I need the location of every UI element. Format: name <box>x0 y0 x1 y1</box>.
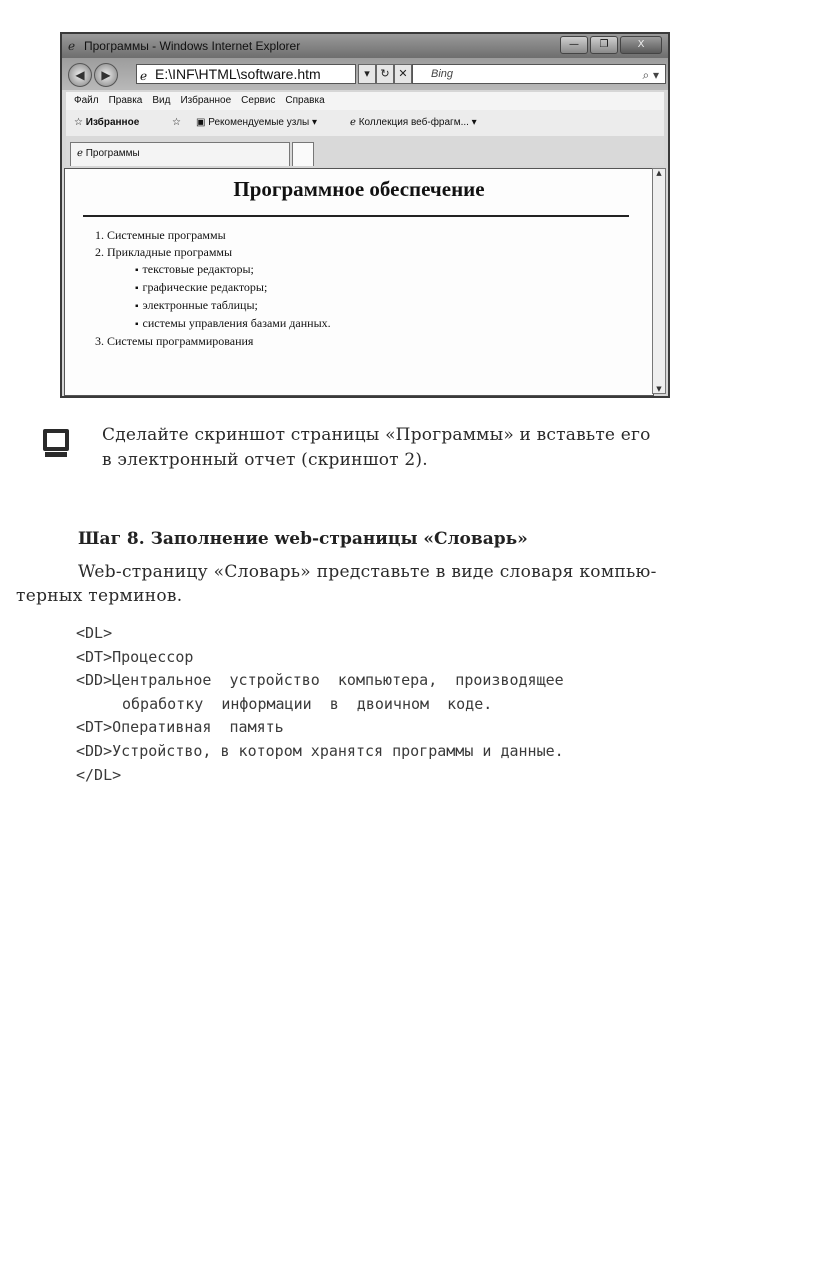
task-line: Сделайте скриншот страницы «Программы» и вставьте его <box>102 425 651 445</box>
favorites-button[interactable] <box>74 115 139 131</box>
page-heading: Программное обеспечение <box>233 177 485 201</box>
tab-ie-icon: ℯ <box>77 148 83 159</box>
forward-icon[interactable]: ▶ <box>94 63 118 87</box>
intro-paragraph-line: Web-страницу «Словарь» представьте в виде словаря компью- <box>78 562 657 582</box>
vertical-scrollbar[interactable] <box>652 168 666 394</box>
task-instruction <box>102 423 692 473</box>
maximize-button[interactable]: ❐ <box>590 36 618 54</box>
computer-icon <box>42 428 70 458</box>
code-line: </DL> <box>76 765 122 784</box>
code-line: <DL> <box>76 624 113 642</box>
step-heading: Шаг 8. Заполнение web-страницы «Словарь» <box>78 529 528 549</box>
sublist-item: ▪ электронные таблицы; <box>135 297 331 315</box>
favorites-label: Избранное <box>85 117 140 128</box>
search-icon[interactable]: ⌕ ▾ <box>642 68 659 82</box>
search-placeholder: Bing <box>431 68 454 80</box>
menu-edit[interactable]: Правка <box>108 95 143 106</box>
list-item <box>95 244 331 333</box>
ie-logo-icon: ℯ <box>68 39 76 53</box>
minimize-button[interactable]: — <box>560 36 588 54</box>
intro-paragraph-line: терных терминов. <box>16 586 183 606</box>
list-item <box>95 227 331 244</box>
sublist-item: ▪ системы управления базами данных. <box>135 315 331 333</box>
applied-programs-sublist <box>95 261 331 333</box>
add-favorite-icon[interactable]: ☆ <box>172 117 181 128</box>
menu-view[interactable]: Вид <box>152 95 171 106</box>
sublist-item: ▪ текстовые редакторы; <box>135 261 331 279</box>
page-icon: ℯ <box>140 69 148 83</box>
list-text: Системные программы <box>107 228 226 242</box>
menu-favorites[interactable]: Избранное <box>180 95 232 106</box>
scroll-up-icon[interactable]: ▲ <box>656 169 662 177</box>
programs-list <box>95 227 331 350</box>
menu-file[interactable]: Файл <box>74 95 99 106</box>
list-text: Прикладные программы <box>107 245 233 259</box>
search-input[interactable] <box>412 64 666 84</box>
tab-title: Программы <box>85 148 140 159</box>
suggested-sites-label: Рекомендуемые узлы ▾ <box>208 117 318 128</box>
code-line: <DT>Процессор <box>76 647 194 666</box>
list-item <box>95 333 331 350</box>
tab-programs[interactable] <box>70 142 290 166</box>
web-slices-label: Коллекция веб-фрагм... ▾ <box>358 117 477 128</box>
menu-help[interactable]: Справка <box>285 95 325 106</box>
address-input[interactable] <box>136 64 356 84</box>
code-listing <box>76 622 564 787</box>
code-line: обработку информации в двоичном коде. <box>122 694 493 713</box>
window-controls <box>560 36 662 54</box>
favorites-bar <box>66 110 664 136</box>
sublist-item: ▪ графические редакторы; <box>135 279 331 297</box>
page-viewport <box>64 168 654 396</box>
new-tab-button[interactable] <box>292 142 314 166</box>
menu-tools[interactable]: Сервис <box>241 95 276 106</box>
web-slice-icon: ℯ <box>350 117 356 128</box>
refresh-icon[interactable]: ↻ <box>376 64 394 84</box>
back-icon[interactable]: ◀ <box>68 63 92 87</box>
stop-icon[interactable]: ✕ <box>394 64 412 84</box>
list-text: Системы программирования <box>107 334 254 348</box>
close-button[interactable]: X <box>620 36 662 54</box>
address-dropdown-icon[interactable]: ▾ <box>358 64 376 84</box>
tab-bar <box>66 136 664 166</box>
code-line: <DD>Центральное устройство компьютера, производящее <box>76 671 564 690</box>
window-title: Программы - Windows Internet Explorer <box>84 39 301 53</box>
list-number: 2. <box>95 245 104 259</box>
scroll-down-icon[interactable]: ▼ <box>656 385 662 393</box>
address-text: E:\INF\HTML\software.htm <box>155 66 321 82</box>
address-toolbar <box>62 58 668 90</box>
web-slices-button[interactable] <box>350 115 477 131</box>
web-page-icon: ▣ <box>196 117 206 128</box>
list-number: 1. <box>95 228 104 242</box>
title-bar <box>62 34 668 58</box>
horizontal-rule <box>83 215 629 217</box>
code-line: <DD>Устройство, в котором хранятся программы и данные. <box>76 741 564 760</box>
list-number: 3. <box>95 334 104 348</box>
suggested-sites-button[interactable] <box>196 115 317 131</box>
menu-bar <box>66 92 664 110</box>
star-icon: ☆ <box>74 117 83 128</box>
code-line: <DT>Оперативная память <box>76 718 284 737</box>
browser-screenshot <box>60 32 670 398</box>
task-line: в электронный отчет (скриншот 2). <box>102 450 428 470</box>
